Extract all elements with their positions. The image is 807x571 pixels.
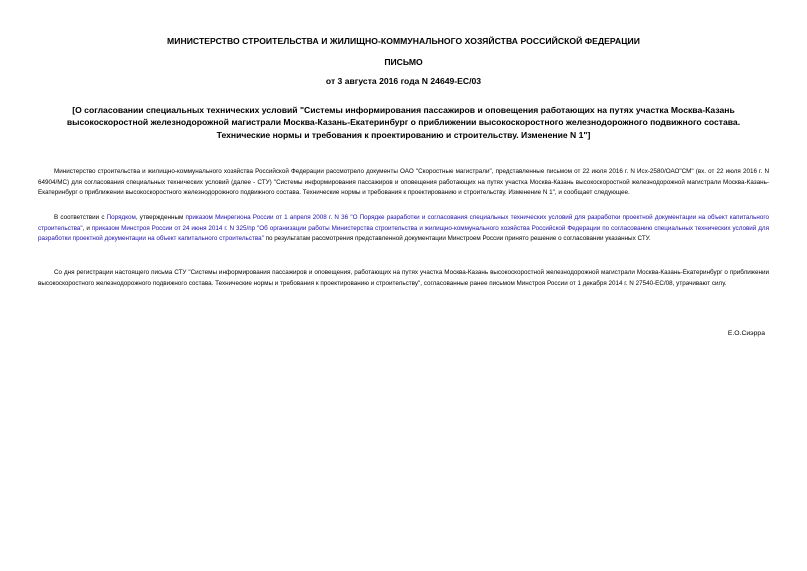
link-order-minstroy-325[interactable]: приказом Минстроя России от 24 июня 2014 г. N 325/пр "Об организации работы Министерства строительства и жилищно-коммунального хозяйства Российской Федерации по согласованию специальных технических условий для разработки проектной документации на объект капитального строительства" [38,224,769,243]
ministry-title: МИНИСТЕРСТВО СТРОИТЕЛЬСТВА И ЖИЛИЩНО-КОММУНАЛЬНОГО ХОЗЯЙСТВА РОССИЙСКОЙ ФЕДЕРАЦИИ [167,36,640,46]
paragraph-review: Министерство строительства и жилищно-коммунального хозяйства Российской Федерации рассмотрело документы ОАО "Скоростные магистрали", представленные письмом от 22 июля 2016 г. N Исх-2580/ОАО"СМ" (вх. от 22 июля 2016 г. N 64904/МС) для согласования специальных технических условий (далее - СТУ) "Системы информирования пассажиров и оповещения работающих на путях участка Москва-Казань высокоскоростной железнодорожной магистрали Москва-Казань-Екатеринбург о приближении высокоскоростного железнодорожного подвижного состава. Технические нормы и требования к проектированию и строительству. Изменение N 1", и сообщает следующее. [38,168,769,197]
document-subject: [О согласовании специальных технических условий "Системы информирования пассажиров и оповещения работающих на путях участка Москва-Казань высокоскоростной железнодорожной магистрали Москва-Казань-Екатеринбург о приближении высокоскоростного железнодорожного подвижного состава. Технические нормы и требования к проектированию и строительству. Изменение N 1"] [66,105,741,140]
paragraph-decision-text-2: , утвержденным [135,214,186,221]
paragraph-decision-text-4: по результатам рассмотрения представленной документации Минстроем России принято решение о согласовании указанных СТУ. [263,235,651,243]
document-type: ПИСЬМО [384,57,423,67]
paragraph-decision-text-1: В соответствии с [54,214,107,221]
paragraph-decision [38,213,769,245]
paragraph-decision-text-3: , и [82,224,92,232]
signature: Е.О.Сиэрра [727,330,765,337]
link-order-minregion-36[interactable]: приказом Минрегиона России от 1 апреля 2008 г. N 36 "О Порядке разработки и согласования специальных технических условий для разработки проектной документации на объект капитального строительства" [38,214,770,232]
paragraph-void: Со дня регистрации настоящего письма СТУ "Системы информирования пассажиров и оповещения, работающих на путях участка Москва-Казань высокоскоростной железнодорожной магистрали Москва-Казань-Екатеринбург о приближении высокоскоростного железнодорожного подвижного состава. Технические нормы и требования к проектированию и строительству", согласованные ранее письмом Минстроя России от 1 декабря 2014 г. N 27540-ЕС/08, утрачивают силу. [38,269,769,287]
link-poryadok[interactable]: Порядком [106,214,136,221]
document-date-number: от 3 августа 2016 года N 24649-ЕС/03 [325,76,482,86]
